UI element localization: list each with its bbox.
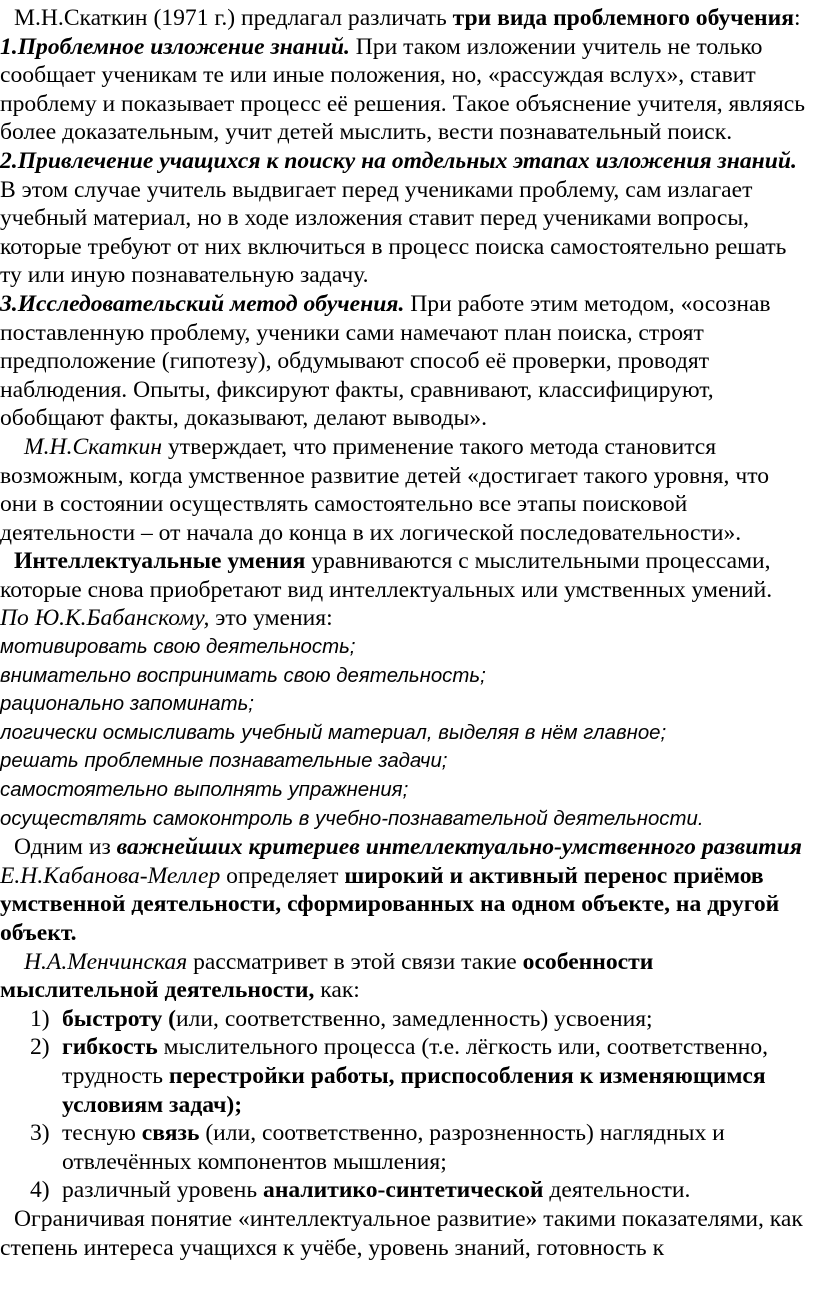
type-heading: 3.Исследовательский метод обучения. — [0, 290, 405, 317]
bold-phrase: особенности мыслительной деятельности, — [0, 948, 654, 1004]
paragraph-type-3 — [0, 290, 816, 433]
bold-phrase: аналитико-синтетической — [263, 1177, 544, 1204]
text-run: уравниваются с мыслительными процессами, которые снова приобретают вид интеллектуальных или умственных умений. — [0, 548, 773, 603]
skill-item: решать проблемные познавательные задачи; — [0, 750, 448, 773]
text-run: При таком изложении учитель не только сообщает ученикам те или иные положения, но, «рассуждая вслух», ставит проблему и показывает процесс её решения. Такое объяснение учителя, являясь более доказательным, учит детей мыслить, вести познавательный поиск. — [0, 33, 805, 146]
text-run: рассматривет в этой связи такие — [187, 948, 523, 975]
bold-phrase: быстроту ( — [62, 1005, 177, 1032]
skills-list — [0, 633, 816, 833]
author-name: По Ю.К.Бабанскому, — [0, 605, 210, 632]
bold-phrase: связь — [141, 1120, 200, 1147]
paragraph-intro — [0, 4, 816, 33]
text-run: или, соответственно, замедленность) усвоения; — [176, 1005, 653, 1032]
text-run: мыслительного процесса (т.е. лёгкость или, соответственно, трудность — [62, 1034, 769, 1089]
type-heading: 1.Проблемное изложение знаний. — [0, 33, 350, 60]
text-run: (или, соответственно, разрозненность) наглядных и отвлечённых компонентов мышления; — [62, 1120, 725, 1175]
text-run: М.Н.Скаткин (1971 г.) предлагал различать — [14, 5, 453, 31]
paragraph-menchinskaya — [0, 948, 816, 1005]
skill-item: самостоятельно выполнять упражнения; — [0, 779, 409, 802]
features-list — [0, 1005, 816, 1205]
text-run: В этом случае учитель выдвигает перед учениками проблему, сам излагает учебный материал, но в ходе изложения ставит перед учениками вопросы, которые требуют от них включиться в процесс поиска самостоятельно решать ту или иную познавательную задачу. — [0, 176, 787, 289]
bold-phrase: широкий и активный перенос приёмов умственной деятельности, сформированных на одном объекте, на другой объект. — [0, 862, 780, 946]
skill-item: логически осмысливать учебный материал, выделяя в нём главное; — [0, 721, 667, 744]
text-run: различный уровень — [62, 1177, 264, 1204]
text-run: Одним из — [14, 834, 117, 861]
skill-item: мотивировать свою деятельность; — [0, 636, 356, 659]
list-item — [0, 1005, 816, 1034]
list-item — [0, 1033, 816, 1119]
skill-item: осуществлять самоконтроль в учебно-познавательной деятельности. — [0, 807, 704, 830]
text-run: утверждает, что применение такого метода становится возможным, когда умственное развитие детей «достигает такого уровня, что они в состоянии осуществлять самостоятельно все этапы поисковой деятельности – от начала до конца в их логической последовательности». — [0, 433, 769, 546]
list-item — [0, 1176, 816, 1205]
list-number: 3) — [30, 1120, 50, 1147]
bold-phrase: Интеллектуальные умения — [14, 548, 306, 575]
list-number: 4) — [30, 1177, 50, 1204]
list-item — [0, 1119, 816, 1176]
paragraph-type-2 — [0, 147, 816, 290]
text-run: это умения: — [209, 605, 333, 632]
author-name: М.Н.Скаткин — [24, 433, 163, 460]
bold-italic-phrase: важнейших критериев интеллектуально-умственного развития — [116, 834, 802, 861]
paragraph-babansky — [0, 604, 816, 633]
type-heading: 2.Привлечение учащихся к поиску на отдельных этапах изложения знаний. — [0, 147, 797, 174]
skill-item: внимательно воспринимать свою деятельность; — [0, 664, 486, 687]
author-name: Е.Н.Кабанова-Меллер — [0, 862, 221, 889]
bold-phrase: три вида проблемного обучения — [452, 5, 795, 31]
paragraph-kabanova — [0, 833, 816, 947]
list-number: 1) — [30, 1005, 50, 1032]
text-run: определяет — [220, 862, 345, 889]
bold-phrase: гибкость — [62, 1034, 158, 1061]
text-run: деятельности. — [543, 1177, 691, 1204]
paragraph-type-1 — [0, 33, 816, 147]
text-run: : — [794, 5, 801, 31]
skill-item: рационально запоминать; — [0, 693, 254, 716]
paragraph-skatkin — [0, 433, 816, 547]
author-name: Н.А.Менчинская — [24, 948, 188, 975]
bold-phrase: перестройки работы, приспособления к изменяющимся условиям задач); — [62, 1062, 766, 1118]
text-run: При работе этим методом, «осознав поставленную проблему, ученики сами намечают план поиска, строят предположение (гипотезу), обдумывают способ её проверки, проводят наблюдения. Опыты, фиксируют факты, сравнивают, классифицируют, обобщают факты, доказывают, делают выводы». — [0, 290, 771, 432]
text-run: тесную — [62, 1120, 142, 1147]
paragraph-intellectual-skills — [0, 547, 816, 604]
list-number: 2) — [30, 1034, 50, 1061]
text-run: как: — [314, 977, 360, 1004]
paragraph-closing: Ограничивая понятие «интеллектуальное развитие» такими показателями, как степень интереса учащихся к учёбе, уровень знаний, готовность к — [0, 1205, 803, 1261]
